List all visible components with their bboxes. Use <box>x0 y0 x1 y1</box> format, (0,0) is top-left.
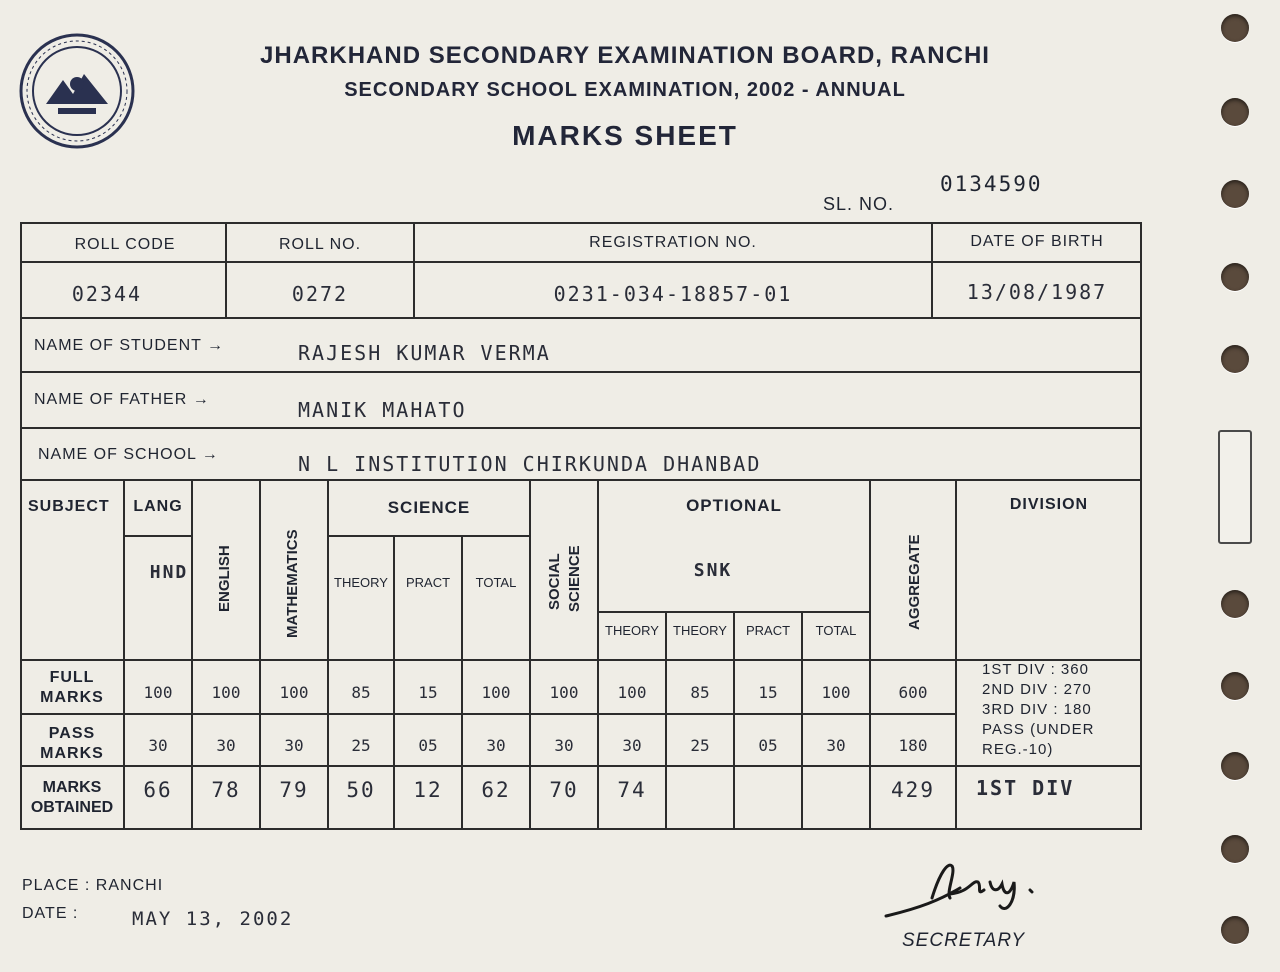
full-marks-cell: 100 <box>143 683 173 702</box>
obtained-marks-cell: 429 <box>891 778 935 802</box>
subject-header: SUBJECT <box>28 498 110 515</box>
full-marks-cell: 100 <box>617 683 647 702</box>
division-pass-note: REG.-10) <box>982 741 1054 758</box>
science-total-header: TOTAL <box>475 575 517 590</box>
perforation-hole <box>1221 345 1249 373</box>
perforation-hole <box>1221 916 1249 944</box>
obtained-marks-cell: 12 <box>413 778 443 802</box>
obtained-marks-cell: 66 <box>143 778 173 802</box>
obtained-marks-cell: 74 <box>617 778 647 802</box>
full-marks-cell: 600 <box>898 683 928 702</box>
pass-marks-cell: 25 <box>690 736 710 755</box>
perforation-slot <box>1218 430 1252 544</box>
issue-date: MAY 13, 2002 <box>132 908 294 930</box>
division-pass: PASS (UNDER <box>982 721 1095 738</box>
date-label: DATE : <box>22 905 79 922</box>
perforation-hole <box>1221 672 1249 700</box>
school-name-value: N L INSTITUTION CHIRKUNDA DHANBAD <box>298 452 762 476</box>
full-marks-cell: 100 <box>279 683 309 702</box>
secretary-label: SECRETARY <box>902 930 1026 951</box>
pass-marks-cell: 25 <box>351 736 371 755</box>
obtained-marks-cell: 70 <box>549 778 579 802</box>
father-name-label: NAME OF FATHER → <box>34 391 210 408</box>
optional-pract-header: PRACT <box>745 623 791 638</box>
pass-marks-cell: 05 <box>418 736 438 755</box>
mathematics-header: MATHEMATICS <box>284 529 301 638</box>
registration-value: 0231-034-18857-01 <box>553 282 793 306</box>
pass-marks-cell: 30 <box>826 736 846 755</box>
science-theory-header: THEORY <box>334 575 388 590</box>
perforation-hole <box>1221 752 1249 780</box>
pass-marks-cell: 30 <box>554 736 574 755</box>
division-third: 3RD DIV : 180 <box>982 701 1092 718</box>
marks-obtained-label: MARKS OBTAINED <box>30 779 114 816</box>
pass-marks-cell: 30 <box>216 736 236 755</box>
exam-title: SECONDARY SCHOOL EXAMINATION, 2002 - ANNUAL <box>344 79 906 101</box>
serial-number: 0134590 <box>940 172 1043 196</box>
pass-marks-cell: 30 <box>284 736 304 755</box>
obtained-marks-cell: 62 <box>481 778 511 802</box>
pass-marks-cell: 30 <box>148 736 168 755</box>
pass-marks-cell: 180 <box>898 736 928 755</box>
division-header: DIVISION <box>1009 496 1089 513</box>
social-header: SOCIAL <box>546 553 563 610</box>
student-name-value: RAJESH KUMAR VERMA <box>298 341 551 365</box>
result-division: 1ST DIV <box>976 776 1075 800</box>
page-title: MARKS SHEET <box>512 120 738 151</box>
board-title: JHARKHAND SECONDARY EXAMINATION BOARD, RANCHI <box>260 42 990 69</box>
optional-total-header: TOTAL <box>815 623 857 638</box>
school-name-label: NAME OF SCHOOL → <box>38 446 219 463</box>
science-pract-header: PRACT <box>405 575 451 590</box>
father-name-value: MANIK MAHATO <box>298 398 467 422</box>
aggregate-header: AGGREGATE <box>906 534 923 630</box>
optional-code: SNK <box>693 560 733 581</box>
pass-marks-cell: 30 <box>486 736 506 755</box>
pass-marks-label: PASS MARKS <box>40 725 104 762</box>
full-marks-cell: 100 <box>549 683 579 702</box>
division-first: 1ST DIV : 360 <box>982 661 1089 678</box>
optional-header: OPTIONAL <box>686 496 782 515</box>
perforation-hole <box>1221 835 1249 863</box>
full-marks-cell: 15 <box>758 683 778 702</box>
full-marks-label: FULL MARKS <box>40 669 104 706</box>
obtained-marks-cell: 50 <box>346 778 376 802</box>
obtained-marks-cell: 79 <box>279 778 309 802</box>
full-marks-cell: 100 <box>821 683 851 702</box>
science-header: SCIENCE <box>387 498 471 517</box>
lang-code: HND <box>149 562 189 583</box>
division-second: 2ND DIV : 270 <box>982 681 1092 698</box>
perforation-hole <box>1221 263 1249 291</box>
english-header: ENGLISH <box>216 545 233 612</box>
place: PLACE : RANCHI <box>22 877 164 894</box>
full-marks-cell: 85 <box>351 683 371 702</box>
full-marks-cell: 100 <box>211 683 241 702</box>
student-name-label: NAME OF STUDENT → <box>34 337 225 354</box>
dob-label: DATE OF BIRTH <box>970 233 1104 250</box>
serial-number-label: SL. NO. <box>823 194 895 214</box>
roll-no-value: 0272 <box>291 282 349 306</box>
full-marks-cell: 15 <box>418 683 438 702</box>
roll-code-value: 02344 <box>71 282 143 306</box>
perforation-hole <box>1221 14 1249 42</box>
full-marks-cell: 85 <box>690 683 710 702</box>
dob-value: 13/08/1987 <box>966 280 1108 304</box>
obtained-marks-cell: 78 <box>211 778 241 802</box>
perforation-hole <box>1221 180 1249 208</box>
pass-marks-cell: 30 <box>622 736 642 755</box>
perforation-hole <box>1221 590 1249 618</box>
division-criteria <box>982 660 1094 760</box>
optional-theory2-header: THEORY <box>673 623 727 638</box>
secretary-signature-icon <box>880 852 1060 922</box>
roll-no-label: ROLL NO. <box>278 236 362 253</box>
social-science-header: SCIENCE <box>566 545 583 612</box>
pass-marks-cell: 05 <box>758 736 778 755</box>
roll-code-label: ROLL CODE <box>74 236 176 253</box>
registration-label: REGISTRATION NO. <box>589 234 757 251</box>
optional-theory-header: THEORY <box>605 623 659 638</box>
full-marks-cell: 100 <box>481 683 511 702</box>
lang-header: LANG <box>133 498 183 515</box>
